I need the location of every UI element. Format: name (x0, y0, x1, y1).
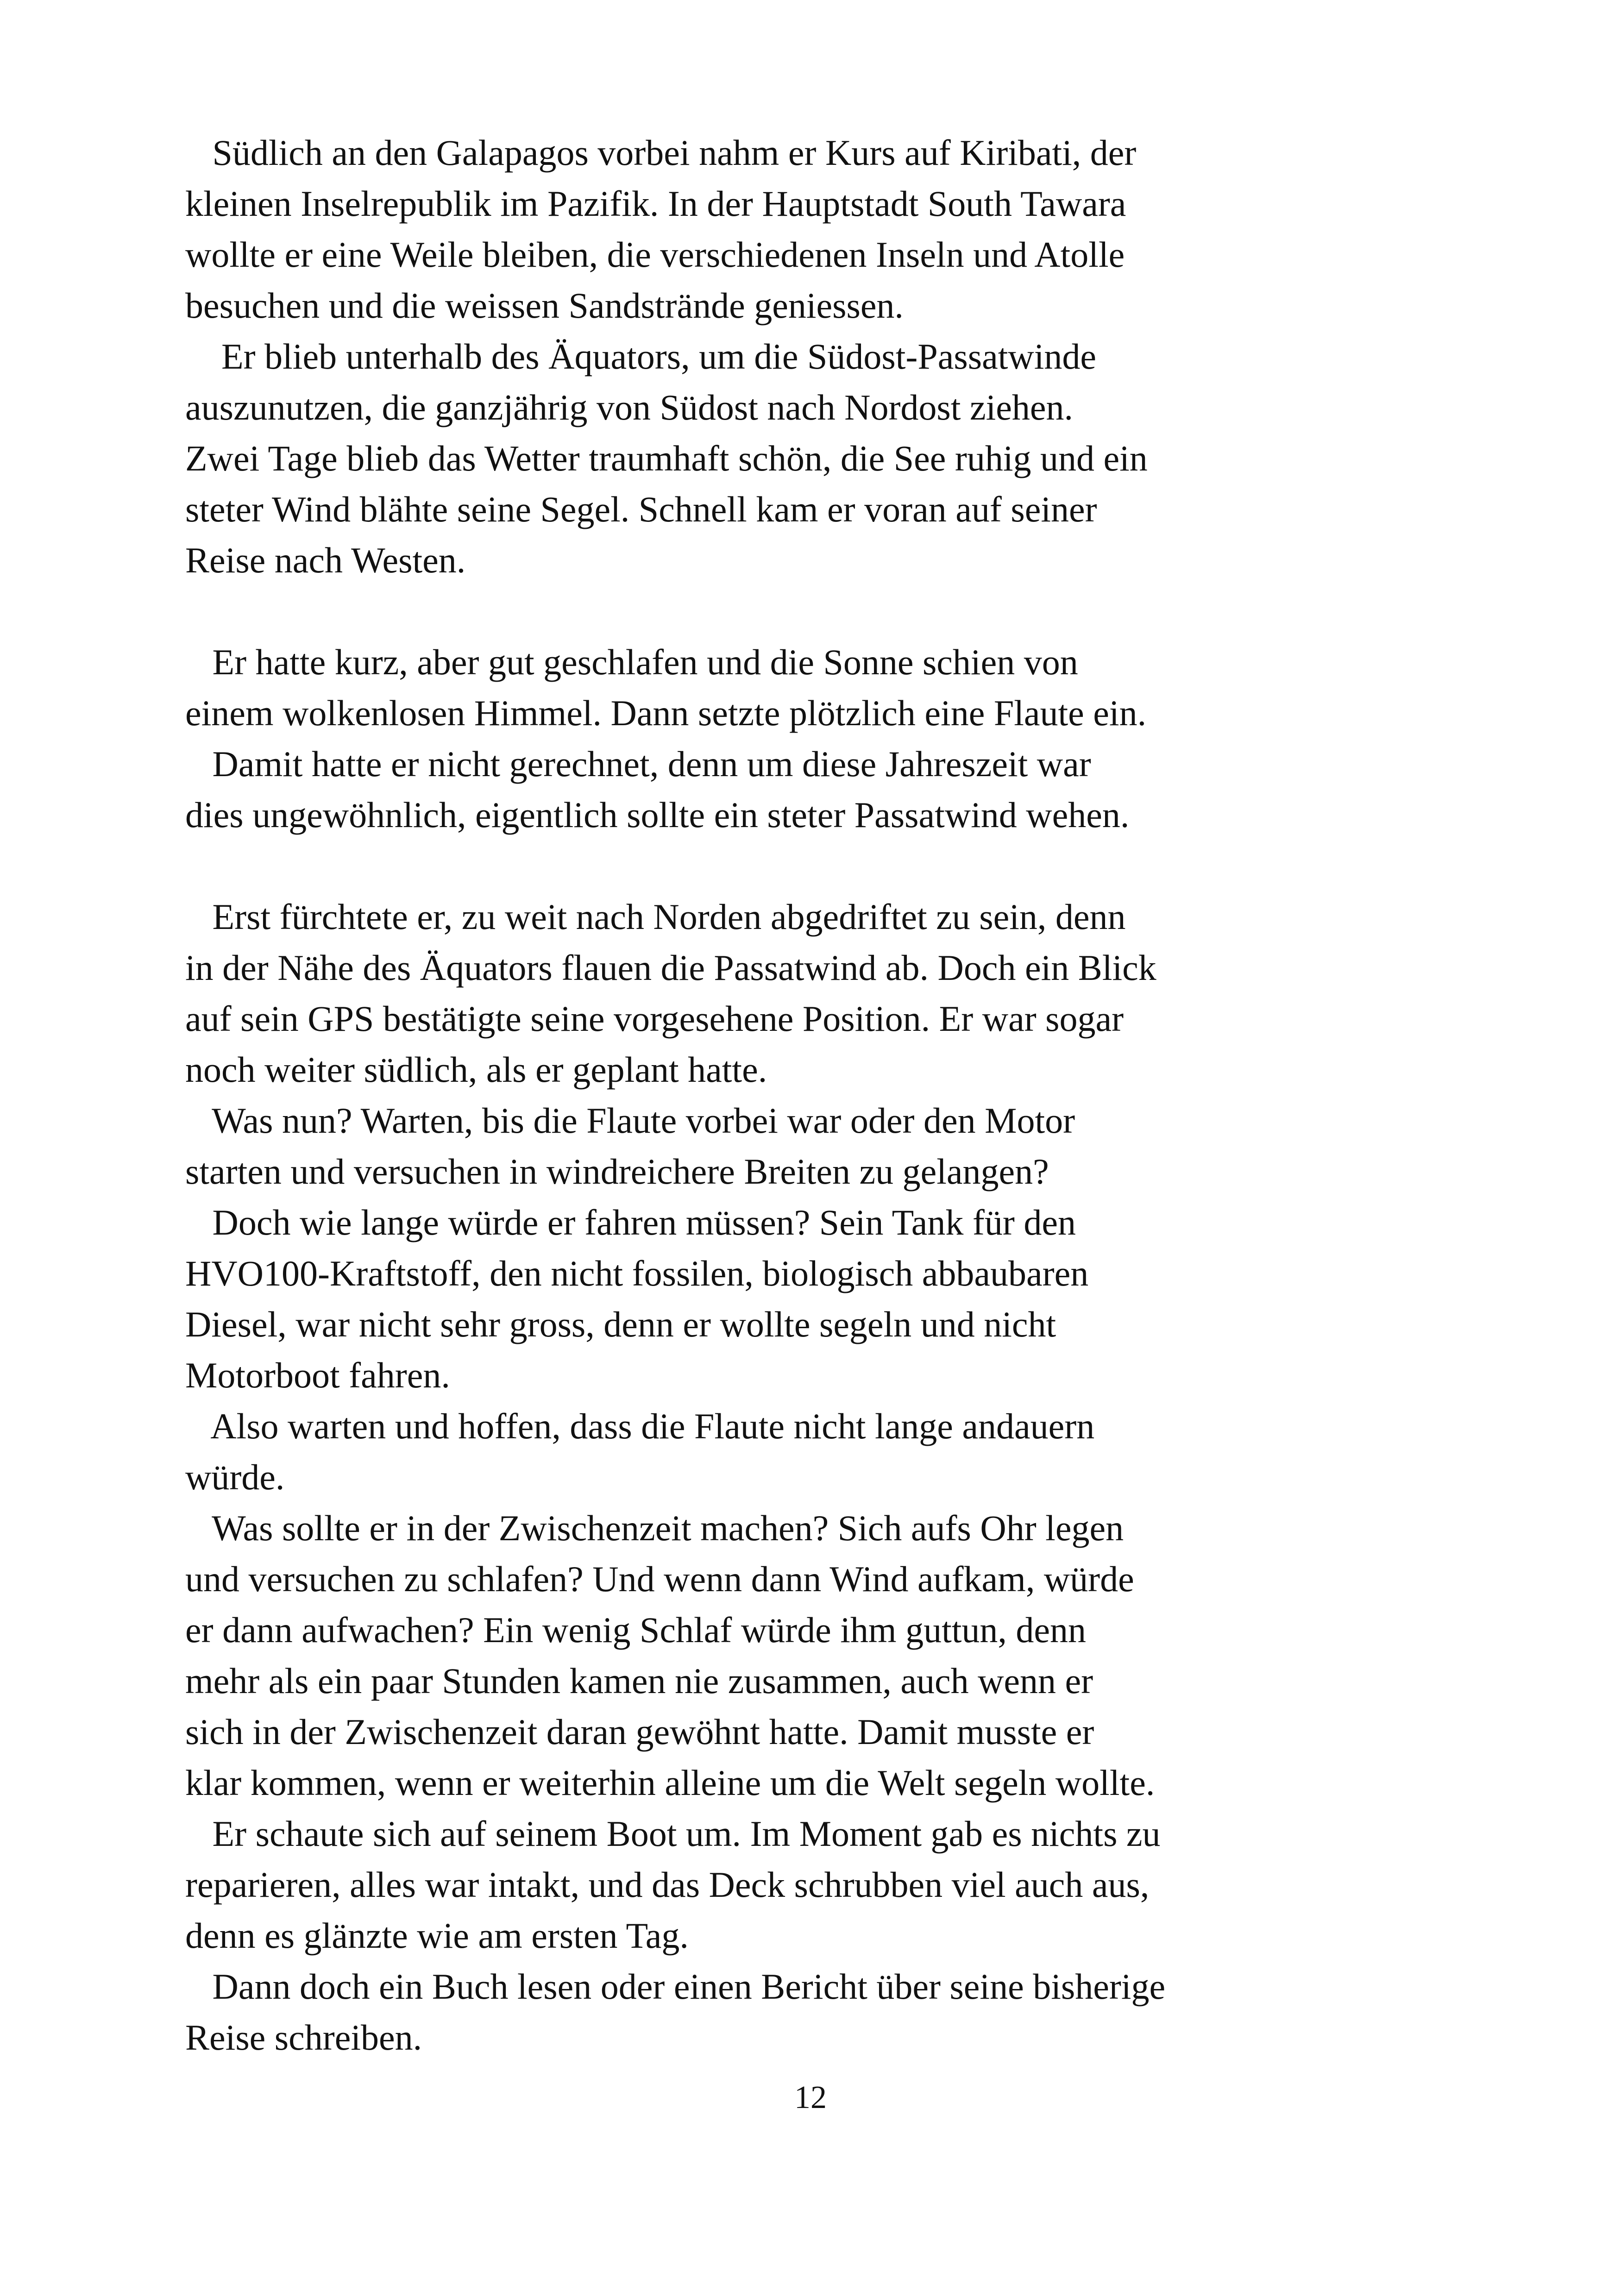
text-line: starten und versuchen in windreichere Breiten zu gelangen? (185, 1151, 1049, 1192)
text-line: Er hatte kurz, aber gut geschlafen und die Sonne schien von (185, 642, 1078, 682)
page-number: 12 (794, 2080, 827, 2115)
text-line: Südlich an den Galapagos vorbei nahm er Kurs auf Kiribati, der (185, 132, 1137, 173)
text-line: Erst fürchtete er, zu weit nach Norden abgedriftet zu sein, denn (185, 897, 1126, 937)
text-line: besuchen und die weissen Sandstrände geniessen. (185, 285, 904, 326)
text-line: Er blieb unterhalb des Äquators, um die Südost-Passatwinde (185, 336, 1097, 376)
text-line: klar kommen, wenn er weiterhin alleine um die Welt segeln wollte. (185, 1763, 1155, 1803)
blank-line (185, 586, 1464, 637)
text-line: HVO100-Kraftstoff, den nicht fossilen, biologisch abbaubaren (185, 1253, 1089, 1293)
text-line: Also warten und hoffen, dass die Flaute nicht lange andauern (185, 1406, 1095, 1446)
text-line: einem wolkenlosen Himmel. Dann setzte plötzlich eine Flaute ein. (185, 693, 1147, 733)
text-line: noch weiter südlich, als er geplant hatte. (185, 1049, 767, 1090)
text-line: auszunutzen, die ganzjährig von Südost nach Nordost ziehen. (185, 387, 1073, 427)
text-line: Was sollte er in der Zwischenzeit machen? Sich aufs Ohr legen (185, 1508, 1124, 1548)
text-line: Er schaute sich auf seinem Boot um. Im Moment gab es nichts zu (185, 1813, 1161, 1854)
text-line: er dann aufwachen? Ein wenig Schlaf würde ihm guttun, denn (185, 1610, 1087, 1650)
text-line: steter Wind blähte seine Segel. Schnell kam er voran auf seiner (185, 489, 1097, 529)
text-line: würde. (185, 1457, 285, 1497)
text-line: Motorboot fahren. (185, 1355, 450, 1395)
body-text (185, 127, 1464, 2063)
text-line: Doch wie lange würde er fahren müssen? Sein Tank für den (185, 1202, 1076, 1242)
text-line: denn es glänzte wie am ersten Tag. (185, 1915, 689, 1956)
text-line: wollte er eine Weile bleiben, die verschiedenen Inseln und Atolle (185, 234, 1125, 275)
text-line: mehr als ein paar Stunden kamen nie zusammen, auch wenn er (185, 1661, 1093, 1701)
text-line: Reise schreiben. (185, 2017, 422, 2058)
text-line: Was nun? Warten, bis die Flaute vorbei war oder den Motor (185, 1100, 1075, 1141)
text-line: Reise nach Westen. (185, 540, 466, 580)
text-line: und versuchen zu schlafen? Und wenn dann Wind aufkam, würde (185, 1559, 1134, 1599)
text-line: dies ungewöhnlich, eigentlich sollte ein steter Passatwind wehen. (185, 795, 1130, 835)
text-line: Damit hatte er nicht gerechnet, denn um diese Jahreszeit war (185, 744, 1091, 784)
text-line: auf sein GPS bestätigte seine vorgesehene Position. Er war sogar (185, 998, 1124, 1039)
text-line: in der Nähe des Äquators flauen die Passatwind ab. Doch ein Blick (185, 947, 1156, 988)
text-line: Diesel, war nicht sehr gross, denn er wollte segeln und nicht (185, 1304, 1056, 1344)
text-line: reparieren, alles war intakt, und das Deck schrubben viel auch aus, (185, 1864, 1150, 1905)
blank-line (185, 841, 1464, 891)
text-line: Dann doch ein Buch lesen oder einen Bericht über seine bisherige (185, 1966, 1166, 2007)
text-line: kleinen Inselrepublik im Pazifik. In der Hauptstadt South Tawara (185, 183, 1126, 224)
text-line: sich in der Zwischenzeit daran gewöhnt hatte. Damit musste er (185, 1712, 1094, 1752)
text-line: Zwei Tage blieb das Wetter traumhaft schön, die See ruhig und ein (185, 438, 1148, 478)
